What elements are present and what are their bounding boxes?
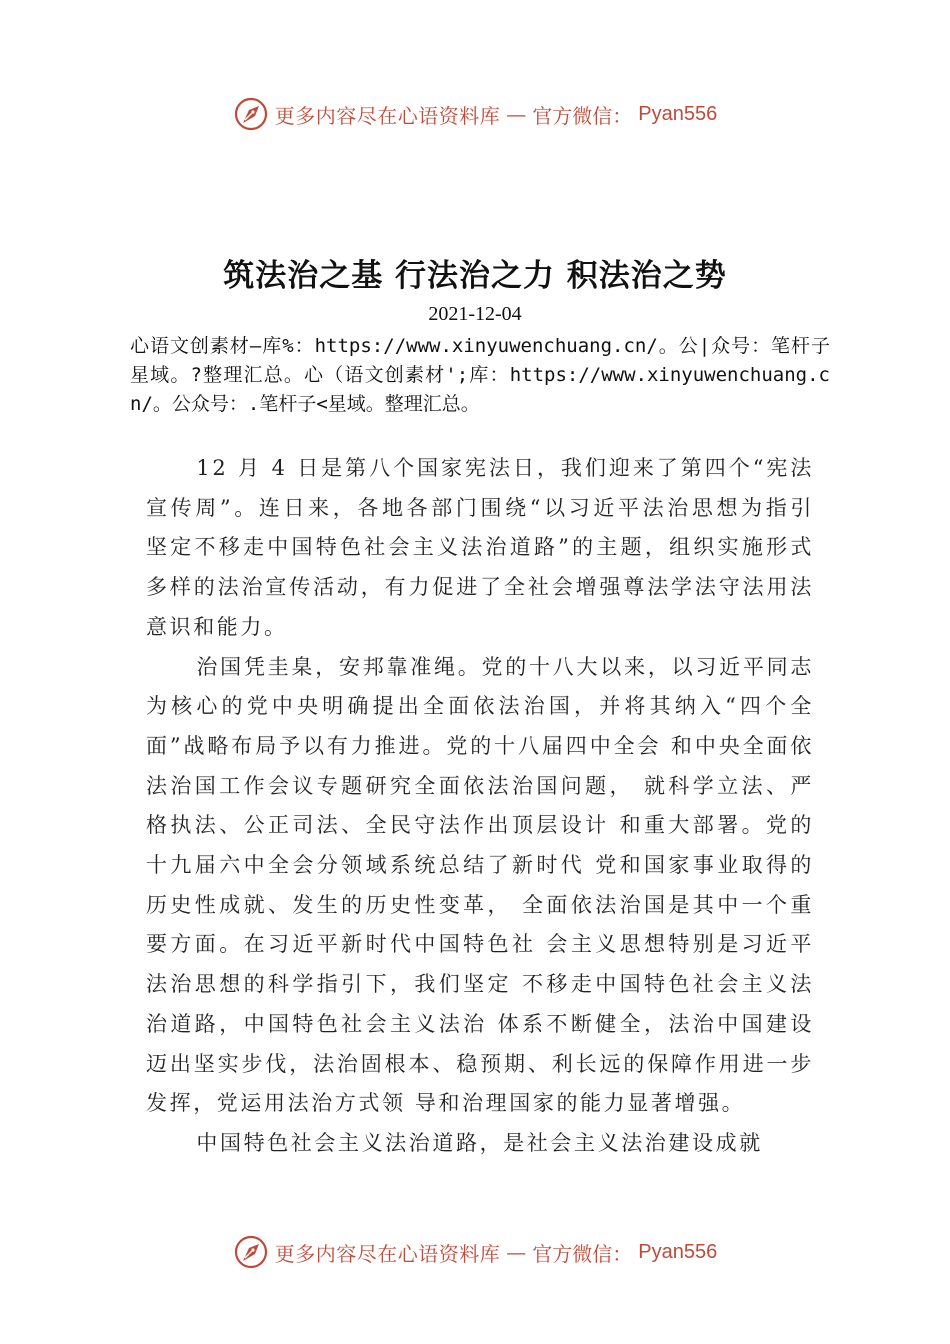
paragraph: 中国特色社会主义法治道路，是社会主义法治建设成就 [196, 1130, 763, 1155]
article-date: 2021-12-04 [428, 303, 522, 325]
article-body [146, 449, 814, 1164]
banner-text: 更多内容尽在心语资料库 [274, 1241, 501, 1266]
paragraph: 12 月 4 日是第八个国家宪法日，我们迎来了第四个“宪法宣传周”。连日来，各地各部门围绕“以习近平法治思想为指引 坚定不移走中国特色社会主义法治道路”的主题，组织实施形式多样的法治宣传活动，有力促进了全社会增强尊法学法守法用法意识和能力。 [146, 456, 814, 639]
pen-nib-icon [233, 96, 269, 132]
banner-wechat-label: 官方微信： [532, 103, 633, 128]
banner-wechat-id: Pyan556 [638, 1240, 718, 1263]
banner-wechat-id: Pyan556 [638, 102, 718, 125]
pen-nib-icon [233, 1234, 269, 1270]
footer-watermark [0, 1234, 950, 1270]
source-note: 心语文创素材—库%：https://www.xinyuwenchuang.cn/。公|众号：笔杆子星域。?整理汇总。心（语文创素材';库：https://www.xinyuwenchuang.cn/。公众号：.笔杆子<星域。整理汇总。 [130, 335, 830, 415]
banner-wechat-label: 官方微信： [532, 1241, 633, 1266]
banner-text: 更多内容尽在心语资料库 [274, 103, 501, 128]
header-watermark [0, 96, 950, 132]
article-title: 筑法治之基 行法治之力 积法治之势 [223, 258, 727, 294]
banner-separator: — [506, 102, 527, 126]
banner-separator: — [506, 1240, 527, 1264]
paragraph: 治国凭圭臬，安邦靠准绳。党的十八大以来，以习近平同志为核心的党中央明确提出全面依法治国，并将其纳入“四个全面”战略布局予以有力推进。党的十八届四中全会 和中央全面依法治国工作会议专题研究全面依法治国问题， 就科学立法、严格执法、公正司法、全民守法作出顶层设计 和重大部署。党的十九届六中全会分领域系统总结了新时代 党和国家事业取得的历史性成就、发生的历史性变革， 全面依法治国是其中一个重要方面。在习近平新时代中国特色社 会主义思想特别是习近平法治思想的科学指引下，我们坚定 不移走中国特色社会主义法治道路，中国特色社会主义法治 体系不断健全，法治中国建设迈出坚实步伐，法治固根本、稳预期、利长远的保障作用进一步发挥，党运用法治方式领 导和治理国家的能力显著增强。 [146, 654, 814, 1116]
